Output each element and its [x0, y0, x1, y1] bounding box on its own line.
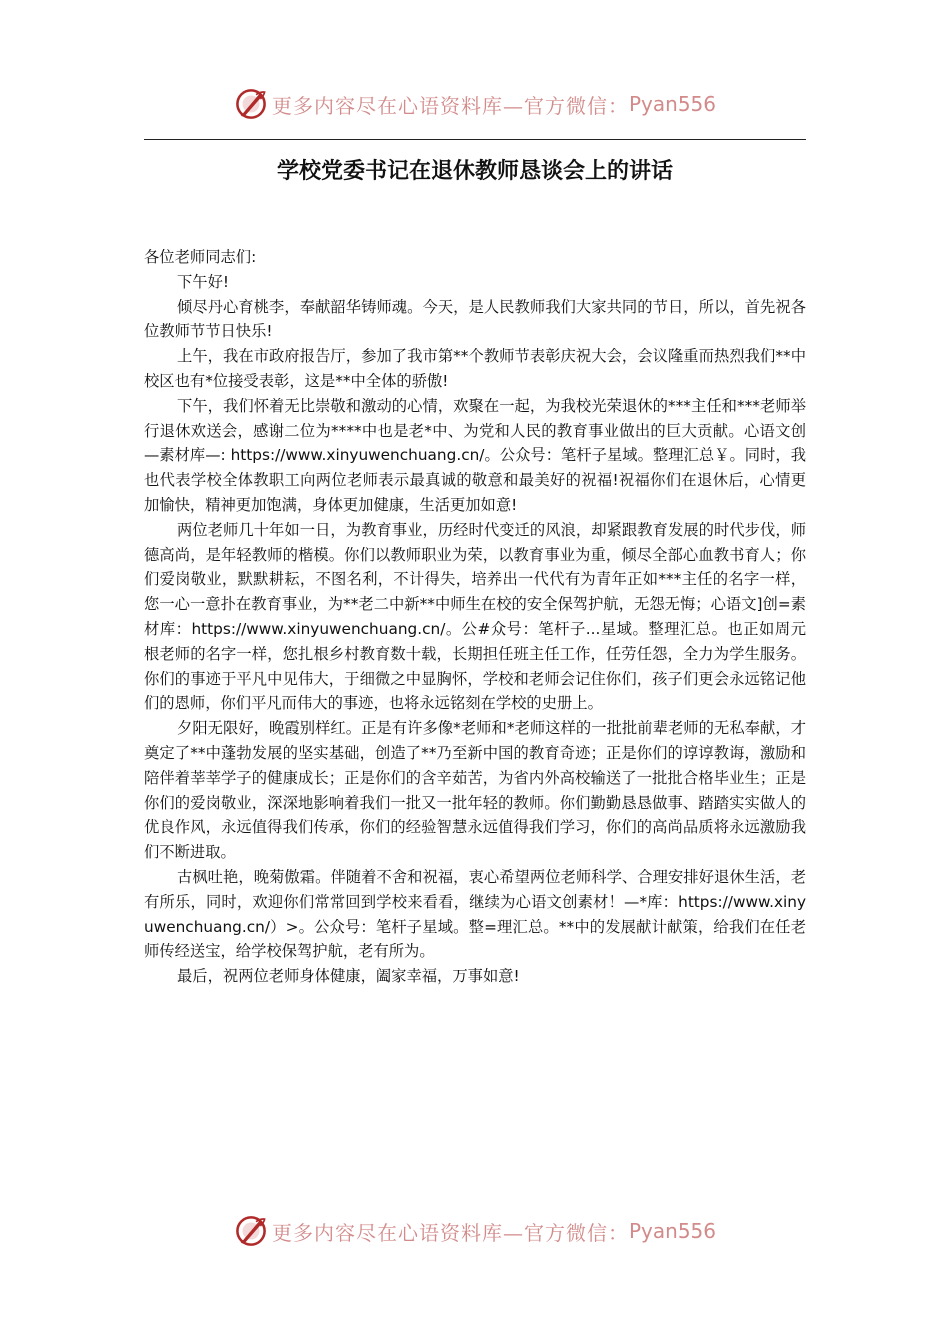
paragraph: 上午，我在市政府报告厅，参加了我市第**个教师节表彰庆祝大会，会议隆重而热烈我们**中校区也有*位接受表彰，这是**中全体的骄傲! [144, 347, 806, 390]
paragraph: 倾尽丹心育桃李，奉献韶华铸师魂。今天，是人民教师我们大家共同的节日，所以，首先祝各位教师节节日快乐! [144, 297, 806, 341]
page-title: 学校党委书记在退休教师恳谈会上的讲话 [276, 159, 673, 184]
banner-text: 更多内容尽在心语资料库—官方微信： [271, 1220, 629, 1245]
paragraph: 最后，祝两位老师身体健康，阖家幸福，万事如意! [177, 967, 520, 986]
wechat-id: Pyan556 [628, 1219, 716, 1243]
wechat-id: Pyan556 [628, 92, 716, 116]
quill-logo-icon [234, 87, 268, 121]
document-body [144, 245, 806, 989]
footer-banner [0, 1211, 950, 1251]
salutation: 各位老师同志们: [144, 248, 257, 266]
banner-text: 更多内容尽在心语资料库—官方微信： [271, 93, 629, 118]
header-divider [144, 139, 806, 140]
quill-logo-icon [234, 1214, 268, 1248]
paragraph: 古枫吐艳，晚菊傲霜。伴随着不舍和祝福，衷心希望两位老师科学、合理安排好退休生活，老有所乐，同时，欢迎你们常常回到学校来看看，继续为心语文创素材！—*库：https://www.xinyuwenchuang.cn/）>。公众号：笔杆子星域。整=理汇总。**中的发展献计献策，给我们在任老师传经送宝，给学校保驾护航，老有所为。 [144, 867, 806, 961]
header-banner [0, 84, 950, 124]
paragraph: 下午，我们怀着无比崇敬和激动的心情，欢聚在一起，为我校光荣退休的***主任和***老师举行退休欢送会，感谢二位为****中也是老*中、为党和人民的教育事业做出的巨大贡献。心语文创—素材库—: https://www.xinyuwenchuang.cn/。公众号：笔杆子星域。整理汇总￥。同时，我也代表学校全体教职工向两位老师表示最真诚的敬意和最美好的祝福!祝福你们在退休后，心情更加愉快，精神更加饱满，身体更加健康，生活更加如意! [144, 396, 806, 514]
paragraph: 下午好! [177, 272, 230, 291]
paragraph: 夕阳无限好，晚霞别样红。正是有许多像*老师和*老师这样的一批批前辈老师的无私奉献，才奠定了**中蓬勃发展的坚实基础，创造了**乃至新中国的教育奇迹；正是你们的谆谆教诲，激励和陪伴着莘莘学子的健康成长；正是你们的含辛茹苦，为省内外高校输送了一批批合格毕业生；正是你们的爱岗敬业，深深地影响着我们一批又一批年轻的教师。你们勤勤恳恳做事、踏踏实实做人的优良作风，永远值得我们传承，你们的经验智慧永远值得我们学习，你们的高尚品质将永远激励我们不断进取。 [144, 719, 806, 862]
paragraph: 两位老师几十年如一日，为教育事业，历经时代变迁的风浪，却紧跟教育发展的时代步伐，师德高尚，是年轻教师的楷模。你们以教师职业为荣，以教育事业为重，倾尽全部心血教书育人；你们爱岗敬业，默默耕耘，不图名利，不计得失，培养出一代代有为青年正如***主任的名字一样，您一心一意扑在教育事业，为**老二中新**中师生在校的安全保驾护航，无怨无悔；心语文]创=素材库：https://www.xinyuwenchuang.cn/。公#众号：笔杆子...星域。整理汇总。也正如周元根老师的名字一样，您扎根乡村教育数十载，长期担任班主任工作，任劳任怨，全力为学生服务。你们的事迹于平凡中见伟大，于细微之中显胸怀，学校和老师会记住你们，孩子们更会永远铭记他们的恩师，你们平凡而伟大的事迹，也将永远铭刻在学校的史册上。 [144, 520, 806, 713]
